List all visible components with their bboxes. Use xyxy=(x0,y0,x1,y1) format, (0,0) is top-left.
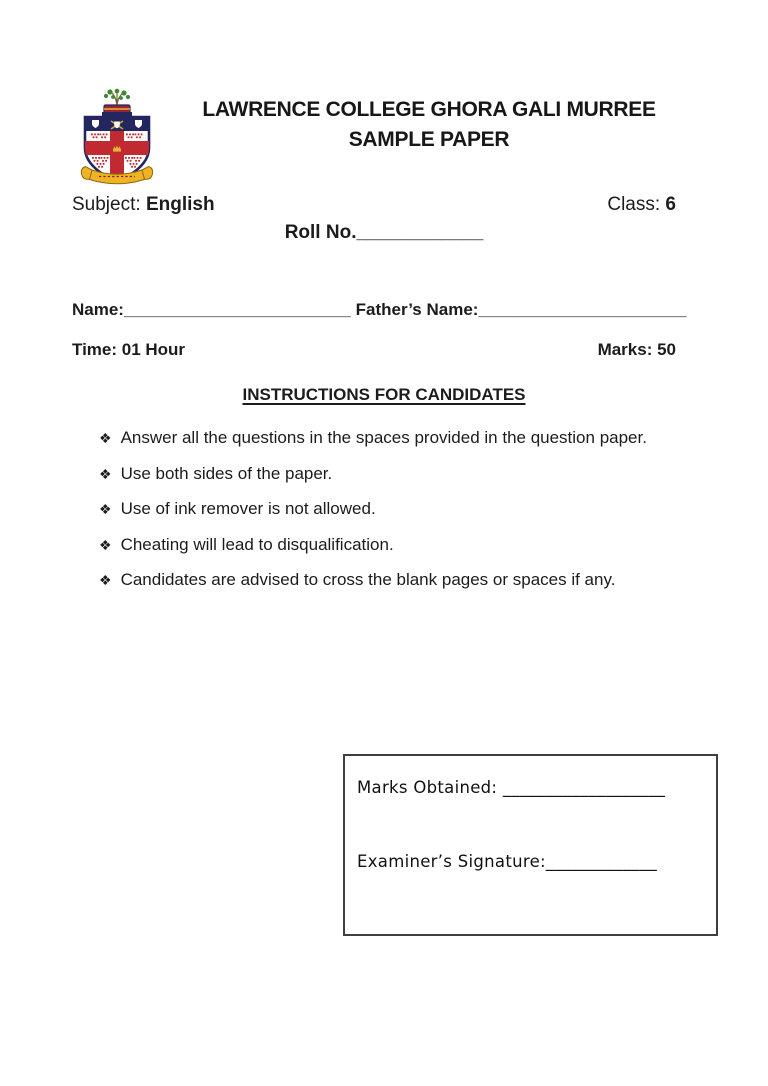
instruction-item xyxy=(99,499,738,518)
subject-class-row xyxy=(72,194,676,216)
instruction-text: Candidates are advised to cross the blank pages or spaces if any. xyxy=(120,570,616,589)
instruction-text: Use of ink remover is not allowed. xyxy=(120,499,376,518)
subject-field xyxy=(72,194,215,216)
name-blank-line: ________________________ xyxy=(123,300,351,319)
roll-no-label: Roll No. xyxy=(284,222,357,243)
name-row xyxy=(72,300,686,320)
instruction-item xyxy=(99,428,738,447)
instructions-list xyxy=(99,428,738,606)
marks-value: Marks: 50 xyxy=(597,340,676,359)
time-marks-row xyxy=(72,340,676,360)
instruction-text: Use both sides of the paper. xyxy=(120,463,333,483)
header-titles xyxy=(160,95,698,155)
marks-examiner-box xyxy=(343,754,718,936)
diamond-bullet-icon: ❖ xyxy=(99,430,112,446)
diamond-bullet-icon: ❖ xyxy=(99,572,112,588)
name-label: Name: xyxy=(72,300,124,319)
instruction-text: Cheating will lead to disqualification. xyxy=(120,534,394,554)
father-name-label: Father’s Name: xyxy=(355,300,479,319)
diamond-bullet-icon: ❖ xyxy=(99,536,112,553)
roll-no-blank-line: ____________ xyxy=(356,222,484,243)
instruction-item xyxy=(99,570,738,589)
marks-obtained-line: Marks Obtained: ___________________ xyxy=(357,778,666,797)
crest-icon xyxy=(72,88,162,188)
examiner-signature-line: Examiner’s Signature:_____________ xyxy=(357,852,658,871)
subject-value: English xyxy=(145,194,215,215)
paper-title: SAMPLE PAPER xyxy=(348,128,510,151)
father-name-blank-line: ______________________ xyxy=(478,300,687,319)
instruction-item xyxy=(99,464,738,483)
class-field xyxy=(607,194,676,216)
college-name-title: LAWRENCE COLLEGE GHORA GALI MURREE xyxy=(202,98,656,121)
subject-label: Subject: xyxy=(72,194,141,215)
instruction-text: Answer all the questions in the spaces provided in the question paper. xyxy=(120,428,647,447)
diamond-bullet-icon: ❖ xyxy=(99,501,112,517)
time-value: Time: 01 Hour xyxy=(72,340,186,359)
instructions-heading: INSTRUCTIONS FOR CANDIDATES xyxy=(242,385,526,404)
diamond-bullet-icon: ❖ xyxy=(99,465,112,482)
class-value: 6 xyxy=(665,194,676,215)
college-crest-logo xyxy=(72,88,162,188)
roll-no-row xyxy=(0,222,768,244)
class-label: Class: xyxy=(607,194,661,215)
instruction-item xyxy=(99,535,738,554)
